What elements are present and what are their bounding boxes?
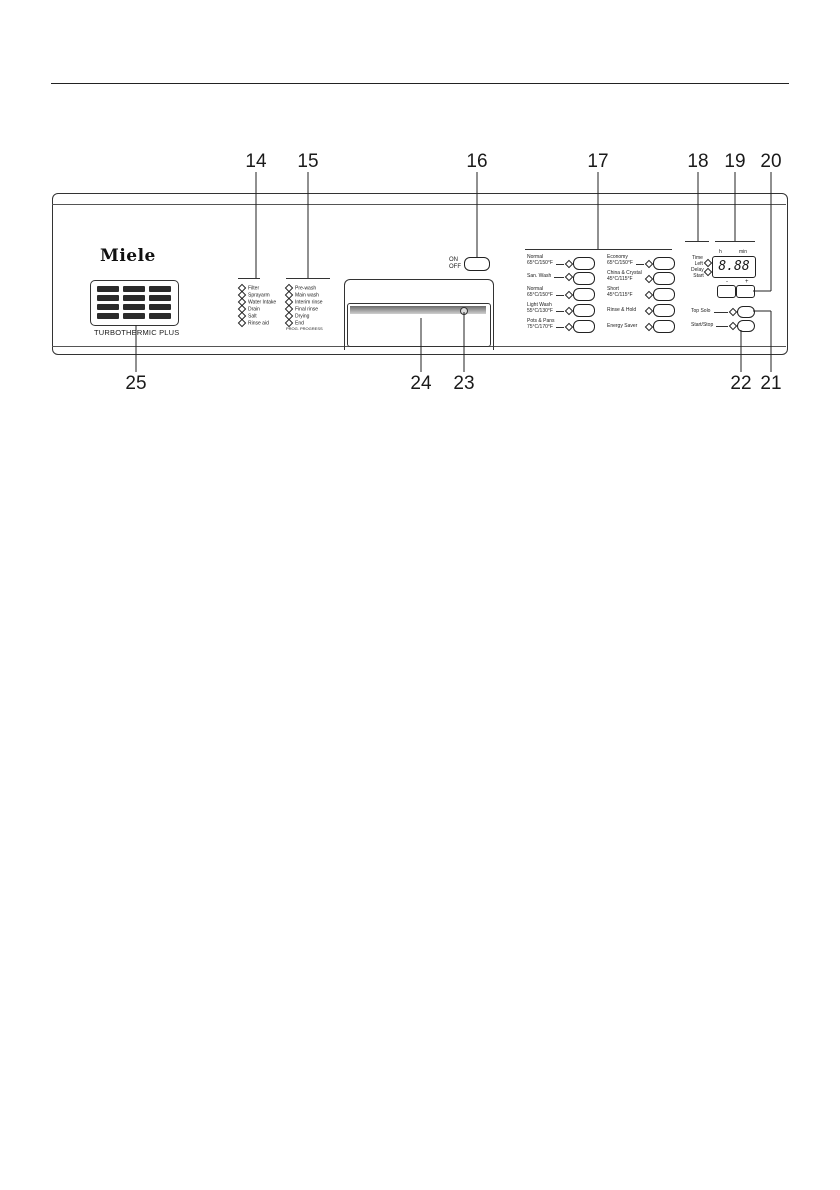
callout-15: 15 — [297, 151, 319, 172]
time-display: 8.88 — [712, 256, 756, 278]
top-solo-label: Top Solo — [691, 308, 711, 314]
callout-21: 21 — [760, 373, 782, 394]
brand-logo: Miele — [100, 246, 156, 266]
callout-23: 23 — [453, 373, 475, 394]
status-led-rinse-aid: Rinse aid — [239, 320, 269, 326]
callout-22: 22 — [730, 373, 752, 394]
program-label-economy: Economy 65°C/150°F — [607, 254, 633, 266]
program-label-normal-2: Normal 65°C/150°F — [527, 286, 553, 298]
program-label-short: Short 45°C/115°F — [607, 286, 633, 298]
status-led-filter: Filter — [239, 285, 259, 291]
callout-25: 25 — [125, 373, 147, 394]
status-led-sprayarm: Sprayarm — [239, 292, 270, 298]
unit-hours-label: h — [719, 249, 722, 255]
time-left-label: Time Left — [692, 255, 703, 267]
phase-footer: PROG. PROGRESS — [286, 326, 323, 331]
program-label-san-wash: San. Wash — [527, 273, 552, 279]
unit-minutes-label: min — [739, 249, 748, 255]
turbothermic-label: TURBOTHERMIC PLUS — [94, 328, 180, 337]
phase-led-main-wash: Main wash — [286, 292, 319, 298]
status-led-drain: Drain — [239, 306, 260, 312]
callout-17: 17 — [587, 151, 609, 172]
program-label-rinse-hold: Rinse & Hold — [607, 307, 637, 313]
callout-24: 24 — [410, 373, 432, 394]
status-led-salt: Salt — [239, 313, 257, 319]
phase-led-final-rinse: Final rinse — [286, 306, 318, 312]
minus-label: - — [726, 279, 728, 285]
phase-led-interim-rinse: Interim rinse — [286, 299, 323, 305]
power-label: ON OFF — [449, 257, 461, 270]
callout-16: 16 — [466, 151, 488, 172]
status-led-water-intake: Water Intake — [239, 299, 276, 305]
program-label-pots-pans: Pots & Pans 75°C/170°F — [527, 318, 555, 330]
delay-start-label: Delay Start — [691, 267, 704, 279]
callout-18: 18 — [687, 151, 709, 172]
program-label-normal-1: Normal 65°C/150°F — [527, 254, 553, 266]
callout-20: 20 — [760, 151, 782, 172]
program-label-light-wash: Light Wash 55°C/130°F — [527, 302, 553, 314]
phase-led-drying: Drying — [286, 313, 309, 319]
program-label-china-crystal: China & Crystal 45°C/115°F — [607, 270, 642, 282]
phase-led-pre-wash: Pre-wash — [286, 285, 316, 291]
callout-19: 19 — [724, 151, 746, 172]
start-stop-label: Start/Stop — [691, 322, 714, 328]
plus-label: + — [745, 279, 749, 285]
program-label-energy-saver: Energy Saver — [607, 323, 638, 329]
phase-led-end: End — [286, 320, 304, 326]
callout-14: 14 — [245, 151, 267, 172]
